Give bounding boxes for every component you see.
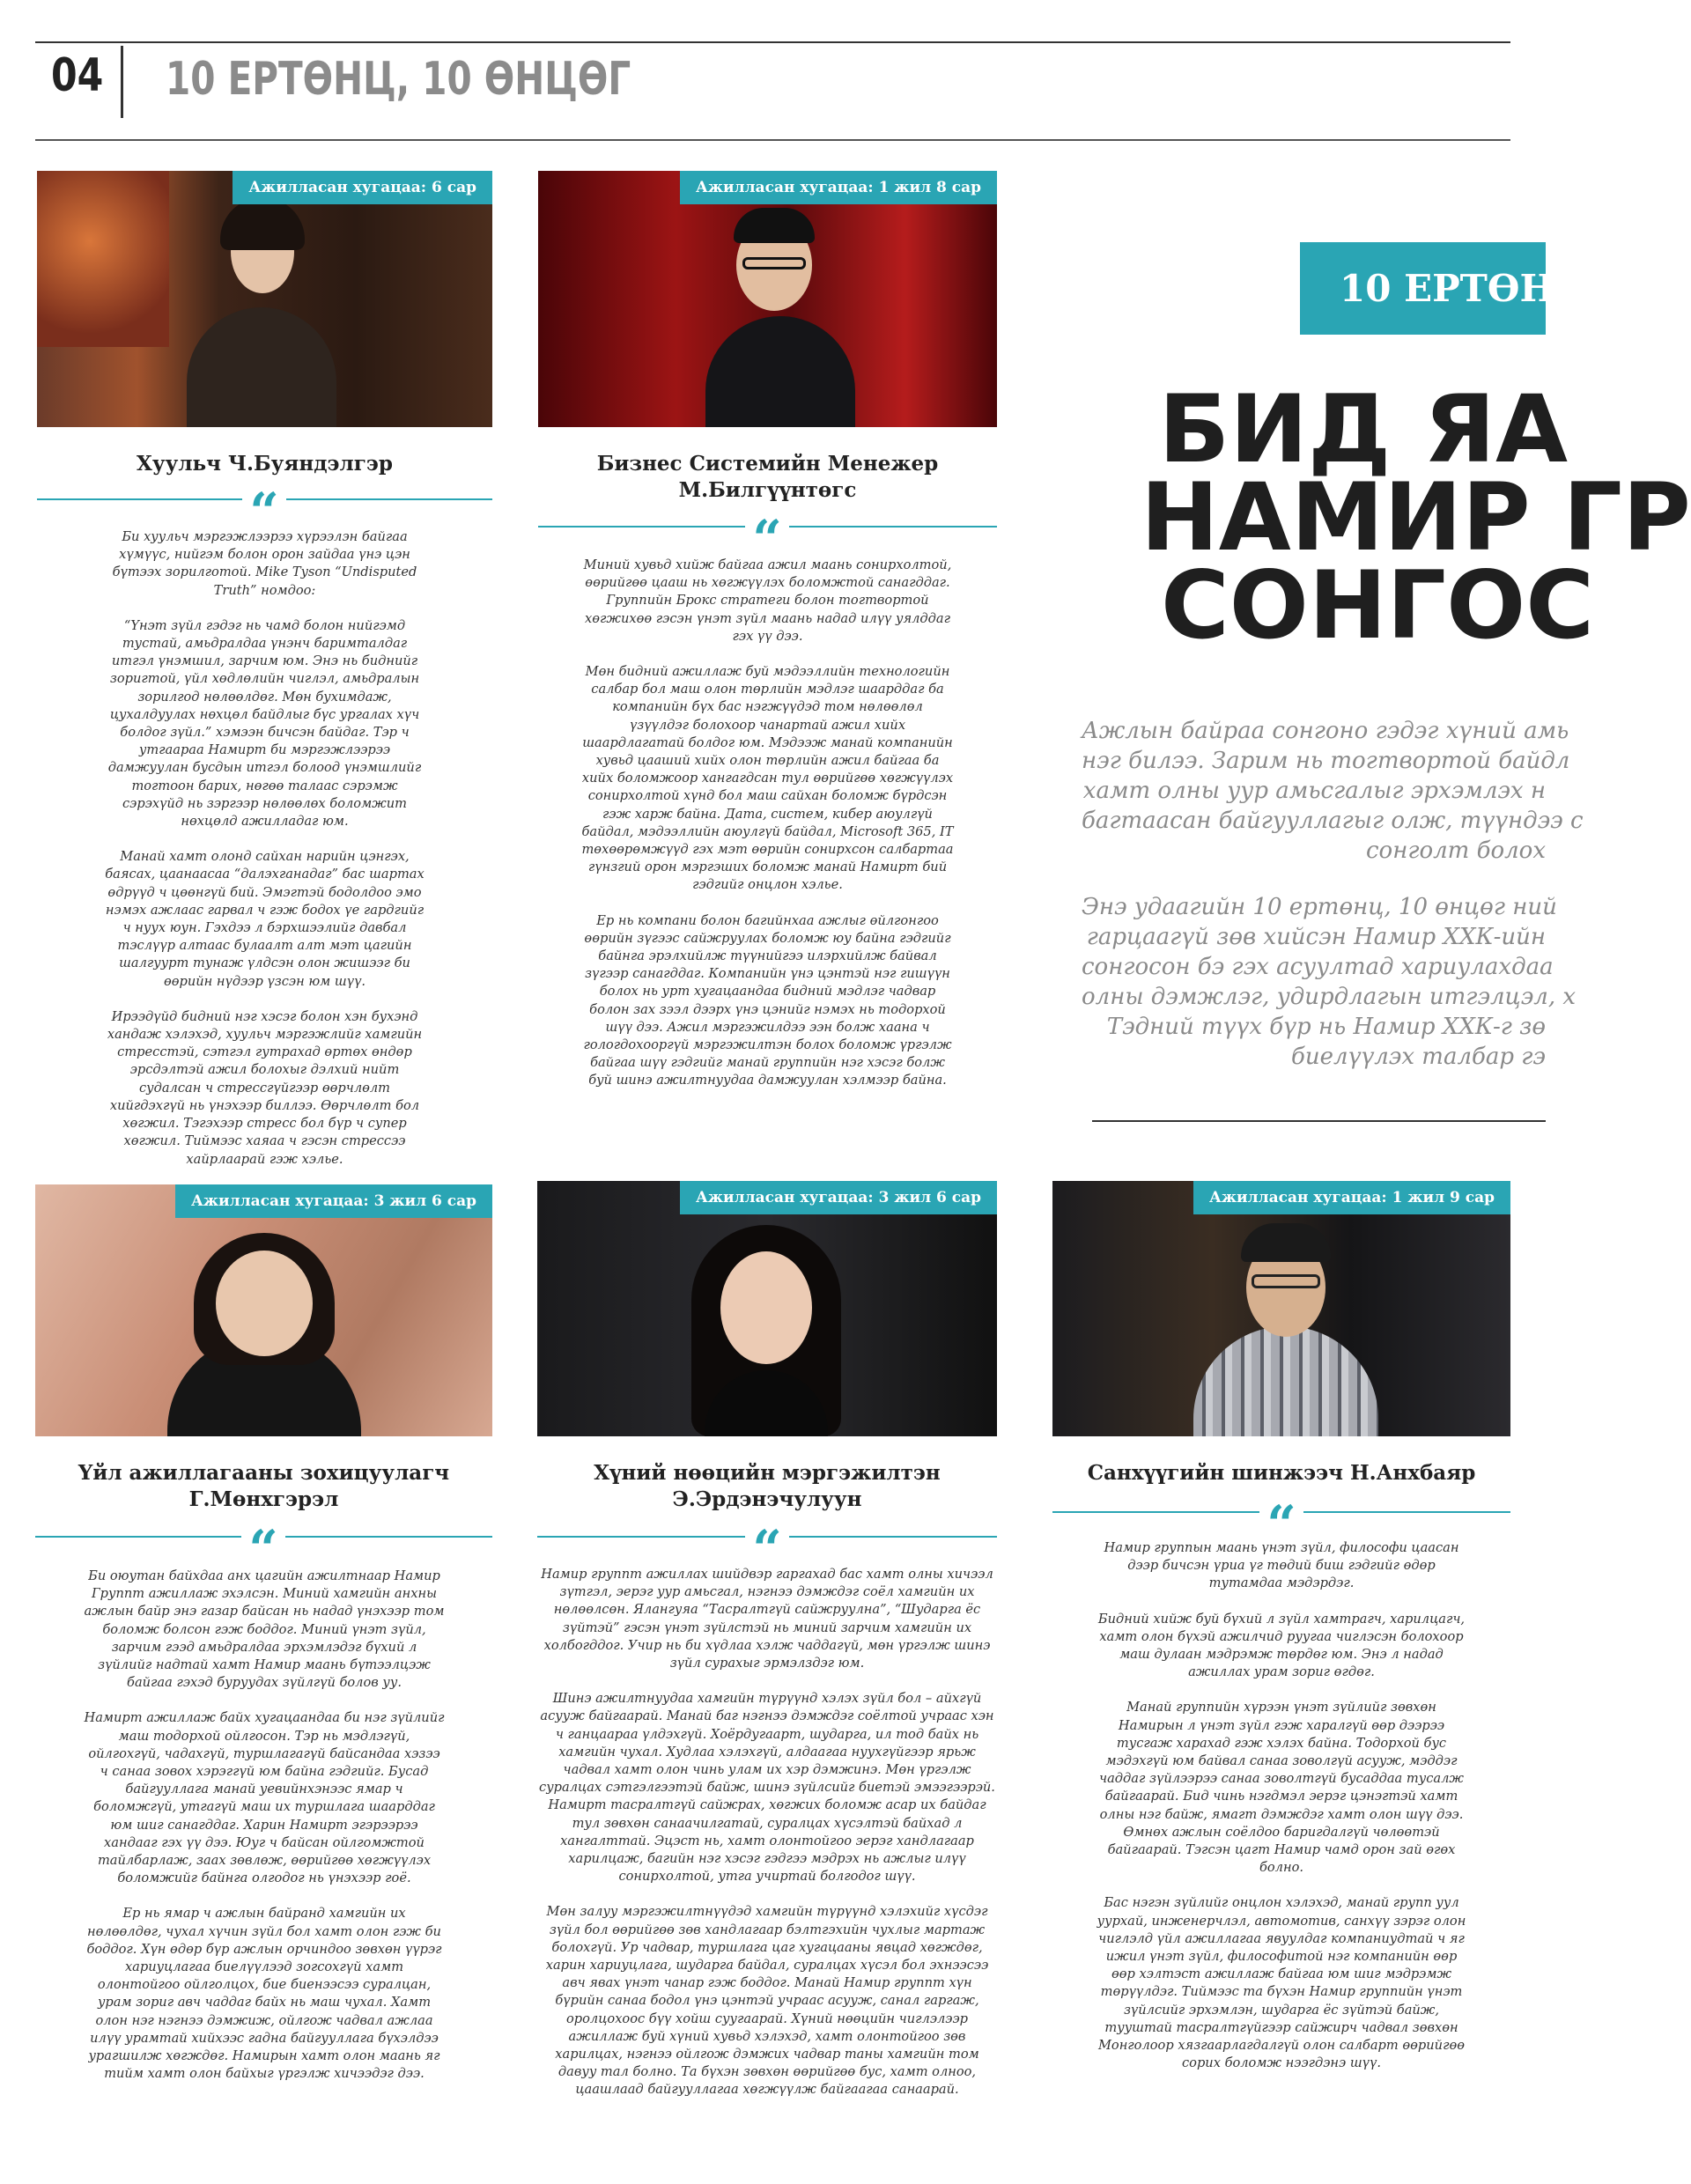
profile-photo (37, 171, 492, 427)
profile-body (539, 1566, 995, 2117)
feature-intro (1082, 716, 1584, 866)
profile-name-line: Э.Эрдэнэчулуун (672, 1487, 862, 1511)
intro-line: багтаасан байгууллагыг олж, түүндээ с (1082, 808, 1584, 834)
header-divider (121, 46, 123, 118)
profile-name-line: Санхүүгийн шинжээч Н.Анхбаяр (1087, 1461, 1476, 1485)
person-face (216, 1251, 313, 1356)
intro-line: нэг билээ. Зарим нь тогтвортой байдл (1082, 748, 1570, 774)
profile-paragraph: Ер нь компани болон багийнхаа ажлыг өйлгонгоо өөрийн зүгээс сайжруулах боломж юу байна гэдгийг байнга эрэлхийлж түүнийгээ илэрхийлж байвал зүгээр санагддаг. Компанийн үнэ цэнтэй нэг гишүүн болох нь урт хугацаандаа бидний мэдлэг чадвар болон зах зээл дээрх үнэ цэнийг нэмэх нь тодорхой шүү дээ. Ажил мэргэжилдээ ээн болж хаана ч гологдохооргүй мэргэжилтэн болох боломж үргэлж байгаа шүү гэдгийг манай группийн нэг хэсэг болж буй шинэ ажилтнуудаа дамжуулан хэлмээр байна. (583, 912, 952, 1088)
person-hair (734, 208, 815, 243)
profile-name-line: Г.Мөнхгэрэл (188, 1487, 339, 1511)
tenure-badge: Ажилласан хугацаа: 1 жил 9 сар (1193, 1181, 1510, 1214)
feature-banner (1300, 242, 1591, 335)
profile-paragraph: Миний хувьд хийж байгаа ажил маань сонирхолтой, өөрийгөө цааш нь хөгжүүлэх боломжтой санагддаг. Группийн Брокс стратеги болон тогтвортой хөгжихөө гэсэн үнэт зүйл маань надад илүү уялддаг гэх үү дээ. (583, 557, 952, 644)
tenure-badge: Ажилласан хугацаа: 6 сар (233, 171, 492, 204)
feature-headline (1105, 375, 1691, 660)
profile-paragraph: Ирээдүйд бидний нэг хэсэг болон хэн бухэнд хандаж хэлэхэд, хуульч мэргэжлийг хамгийн стресстэй, сэтгэл гутрахад өртөх өндөр эрсдэлтэй ажил болохыг дэлхий нийт судалсан ч стрессгүйгээр өөрчлөлт хийгдэхгүй нь үнэхээр биллээ. Өөрчлөлт бол хөгжил. Тэгэхээр стресс бол бүр ч супер хөгжил. Тиймээс хаяаа ч гэсэн стрессээ хайрлаарай гэж хэлье. (107, 1008, 423, 1167)
profile-paragraph: Шинэ ажилтнуудаа хамгийн түрүүнд хэлэх зүйл бол – айхгүй асууж байгаарай. Манай баг нэгнээ дэмждэг соёлтой учраас хэн ч ганцаараа үлдэхгүй. Хоёрдугаарт, шударга, ил тод байх нь хамгийн чухал. Худлаа хэлэхгүй, алдаагаа нуухгүйгээр ярьж чадвал хамт олон чинь улам их хэр дэмжинэ. Мөн үргэлж суралцах сэтгэлгээтэй байж, шинэ зүйлсийг биетэй эмээгээрэй. Намирт тасралтгүй сайжрах, хөгжих боломж асар их байдаг тул зөвхөн санаачилгатай, суралцах хүсэлтэй байхад л хангалттай. Эцэст нь, хамт олонтойгоо эерэг хандлагаар харилцаж, багийн нэг хэсэг гэдгээ мэдрэх нь ажлыг илүү сонирхолтой, утга учиртай болгодог шүү. (539, 1691, 995, 1885)
feature-intro (1082, 892, 1577, 1072)
person-face (720, 1251, 812, 1364)
person-body (187, 307, 336, 427)
quote-icon: “ (745, 1522, 789, 1552)
profile-photo (538, 171, 997, 427)
person-body (1193, 1326, 1378, 1436)
quote-icon: “ (745, 512, 789, 542)
profile-body (103, 528, 426, 1186)
feature-bottom-rule (1092, 1120, 1546, 1122)
profile-name-line: М.Билгүүнтөгс (678, 478, 857, 502)
wall-art (37, 171, 169, 347)
intro-line: сонголт болох (1365, 837, 1546, 864)
profile-photo (1052, 1181, 1510, 1436)
top-rule (35, 41, 1510, 43)
profile-paragraph: Би оюутан байхдаа анх цагийн ажилтнаар Намир Группт ажиллаж эхэлсэн. Миний хамгийн анхны ажлын байр энэ газар байсан нь надад үнэхээр том боломж болсон гэж боддог. Миний үнэт зүйл, зарчим гээд амьдралдаа эрхэмлэдэг бүхий л зүйлийг надтай хамт Намир маань бүтээлцэж байгаа гэхэд буруудах зүйлгүй болов уу. (84, 1568, 445, 1691)
tenure-badge: Ажилласан хугацаа: 1 жил 8 сар (680, 171, 997, 204)
intro-line: Ажлын байраа сонгоно гэдэг хүний амь (1082, 718, 1569, 744)
profile-paragraph: Би хуульч мэргэжлээрээ хүрээлэн байгаа хүмүүс, нийгэм болон орон зайдаа үнэ цэн бүтээх зорилготой. Mike Tyson “Undisputed Truth” номдоо: (112, 529, 417, 598)
profile-paragraph: “Үнэт зүйл гэдэг нь чамд болон нийгэмд тустай, амьдралдаа үнэнч баримталдаг итгэл үнэмшил, зарчим юм. Энэ нь биднийг зоригтой, үйл хөдлөлийн чиглэл, амьдралын зорилгод нөлөөлдөг. Мөн бухимдаж, цухалдуулах нөхцөл байдлыг бүс ургалах хүч болдог зүйл.” хэмээн бичсэн байдаг. Тэр ч утгаараа Намирт би мэргэжлээрээ дамжуулан бусдын итгэл болоод үнэмшлийг тогтоон барих, нөгөө талаас сэрэмж сэрэхүйд нь зэргээр нөлөөлөх боломжит нөхцөлд ажилладаг юм. (107, 617, 422, 830)
profile-name-line: Хүний нөөцийн мэргэжилтэн (594, 1461, 941, 1485)
profile-name-line: Үйл ажиллагааны зохицуулагч (78, 1461, 450, 1485)
person-hair (220, 197, 305, 250)
header-bottom-rule (35, 139, 1510, 141)
feature-banner-text: 10 ЕРТӨНЦ (1340, 267, 1591, 310)
profile-paragraph: Мөн бидний ажиллаж буй мэдээллийн технологийн салбар бол маш олон төрлийн мэдлэг шаарддаг ба компанийн бүх бас нэгжүүдэд том нөлөөлөл үзүүлдэг болохоор чанартай ажил хийх шаардлагатай болдог юм. Мэдээж манай компанийн хувьд цааший хийх олон төрлийн ажил байгаа ба хийх боломжоор хангагдсан тул өөрийгөө хөгжүүлэх сонирхолтой хүнд бол маш сайхан боломж бүрдсэн гэж харж байна. Дата, систем, кибер аюулгүй байдал, мэдээллийн аюулгүй байдал, Microsoft 365, IT төхөөрөмжүүд гэх мэт өөрийн сонирхсон салбартаа гүнзгий орон мэргэших боломж манай Намирт бий гэдгийг онцлон хэлье. (581, 664, 954, 893)
quote-icon: “ (242, 484, 286, 514)
tenure-badge: Ажилласан хугацаа: 3 жил 6 сар (175, 1184, 492, 1218)
page-number: 04 (51, 49, 104, 102)
intro-line: гарцаагүй зөв хийсэн Намир ХХК-ийн (1086, 924, 1546, 950)
profile-name (1052, 1460, 1510, 1487)
tenure-badge: Ажилласан хугацаа: 3 жил 6 сар (680, 1181, 997, 1214)
profile-photo (35, 1184, 492, 1436)
intro-line: Тэдний түүх бүр нь Намир ХХК-г зө (1106, 1014, 1546, 1040)
profile-photo (537, 1181, 997, 1436)
profile-paragraph: Манай хамт олонд сайхан нарийн цэнгэх, баясах, цаанаасаа “далэхганадаг” бас шартах өдрүүд ч цөөнгүй бий. Эмэгтэй бодолдоо эмо нэмэх ажлаас гарвал ч гэж бодох үе гардгийг ч нуух юун. Гэхдээ л бэрхшээлийг давбал тэслүүр алтаас булаалт алт мэт цагийн шалгуурт тунаж үлдсэн олон жишээг би өөрийн нүдээр үзсэн юм шүү. (105, 849, 425, 989)
profile-paragraph: Намир группын маань үнэт зүйл, философи цаасан дээр бичсэн үриа үг төдий биш гэдгийг өдөр тутамдаа мэдэрдэг. (1104, 1540, 1459, 1591)
section-title: 10 ЕРТӨНЦ, 10 ӨНЦӨГ (166, 53, 631, 106)
profile-body (1092, 1539, 1471, 2090)
profile-paragraph: Мөн залуу мэргэжилтнүүдэд хамгийн түрүүнд хэлэхийг хүсдэг зүйл бол өөрийгөө зөв хандлагаар бэлтгэхийн чухлыг мартаж болохгүй. Ур чадвар, туршлага цаг хугацааны явцад хөгждөг, харин хариуцлага, шударга байдал, суралцах хүсэл бол эхнээсээ авч явах үнэт чанар гэж боддог. Манай Намир группт хүн бүрийн санаа бодол үнэ цэнтэй учраас асууж, санал гаргаж, оролцохоос бүү хойш суугаарай. Хүний нөөцийн чиглэлээр ажиллаж буй хүний хувьд хэлэхэд, хамт олонтойгоо зөв харилцах, нэгнээ ойлгож дэмжих чадвар таны хамгийн том давуу тал болно. Та бүхэн зөвхөн өөрийгөө бус, хамт олноо, цаашлаад байгууллагаа хөгжүүлж байгаагаа санаарай. (545, 1904, 989, 2098)
profile-paragraph: Намир группт ажиллах шийдвэр гаргахад бас хамт олны хичээл зүтгэл, эерэг уур амьсгал, нэгнээ дэмждэг соёл хамгийн их нөлөөлсөн. Ялангуяа “Тасралтгүй сайжруулна”, “Шударга ёс зүйтэй” гэсэн үнэт зүйлстэй нь миний зарчим хамгийн их холбогддог. Учир нь би хүдлаа хэлж чаддагүй, мөн үргэлж шинэ зүйл сурахыг эрмэлздэг юм. (541, 1567, 993, 1671)
intro-line: Энэ удаагийн 10 ертөнц, 10 өнцөг ний (1082, 894, 1557, 920)
profile-name (37, 451, 492, 477)
glasses (1252, 1274, 1320, 1288)
headline-line: СОНГОС (1160, 551, 1594, 660)
glasses (742, 257, 806, 269)
profile-name (35, 1460, 492, 1513)
headline-line: НАМИР ГР (1141, 463, 1691, 572)
profile-name (537, 1460, 997, 1513)
profile-paragraph: Бас нэгэн зүйлийг онцлон хэлэхэд, манай групп уул уурхай, инженерчлэл, автомотив, санхүү зэрэг олон чиглэлд үйл ажиллагаа явуулдаг компаниудтай ч яг ижил үнэт зүйл, философитой нэг компанийн өөр өөр хэлтэст ажиллаж байгаа юм шиг мэдрэмж төрүүлдэг. Тиймээс та бүхэн Намир группийн үнэт зүйлсийг эрхэмлэн, шударга ёс зүйтэй байж, тууштай тасралтгүйгээр сайжирч чадвал зөвхөн Монголоор хязгаарлагдалгүй олон салбарт өөрийгөө сорих боломж нээгдэнэ шүү. (1097, 1895, 1466, 2071)
profile-body (581, 557, 954, 1108)
profile-paragraph: Бидний хийж буй бүхий л зүйл хамтрагч, харилцагч, хамт олон бүхэй ажилчид руугаа чиглэсэн болохоор маш дулаан мэдрэмж төрдөг юм. Энэ л надад ажиллах урам зориг өгдөг. (1097, 1611, 1466, 1680)
intro-line: биелүүлэх талбар гэ (1291, 1044, 1546, 1070)
profile-name-line: Хуульч Ч.Буяндэлгэр (137, 452, 393, 476)
person-body (705, 316, 855, 427)
intro-line: сонгосон бэ гэх асуултад хариулахдаа (1082, 954, 1554, 980)
person-hair (1241, 1223, 1331, 1262)
quote-icon: “ (241, 1522, 285, 1552)
quote-icon: “ (1259, 1497, 1303, 1527)
profile-paragraph: Намирт ажиллаж байх хугацаандаа би нэг зүйлийг маш тодорхой ойлгосон. Тэр нь мэдлэгүй, ойлгохгүй, чадахгүй, туршлагагүй байсандаа хэзээ ч санаа зовох хэрэггүй юм байна гэдгийг. Бусад байгууллага манай уевийнхэнээс ямар ч боломжгүй, утгагүй маш их туршлага шаарддаг юм шиг санагддаг. Харин Намирт эгэрээрээ хандааг гэх үү дээ. Юуг ч байсан ойлгомжтой тайлбарлаж, заах зөвлөж, өөрийгөө хөгжүүлэх боломжийг байнга олгодог нь үнэхээр гоё. (84, 1710, 445, 1886)
intro-line: хамт олны уур амьсгалыг эрхэмлэх н (1082, 778, 1546, 804)
headline-line: БИД ЯА (1158, 375, 1568, 483)
profile-paragraph: Манай группийн хүрээн үнэт зүйлийг зөвхөн Намирын л үнэт зүйл гэж харалгүй өөр дээрээ тусгаж харахад гэж хэлэх байна. Тодорхой бус мэдэхгүй юм байвал санаа зоволгүй асууж, мэддэг чаддаг зүйлээрээ санаа зоволтгүй бусаддаа тусалж байгаарай. Бид чинь нэгдмэл эерэг цэнэгтэй хамт олны нэг байж, ямагт дэмждэг хамт олон шүү дээ. Өмнөх ажлын соёлдоо баригдалгүй чөлөөтэй байгаарай. Тэгсэн цагт Намир чамд орон зай өгөх болно. (1099, 1700, 1464, 1876)
profile-name-line: Бизнес Системийн Менежер (596, 452, 939, 476)
profile-name (538, 451, 997, 504)
profile-body (84, 1568, 445, 2100)
profile-paragraph: Ер нь ямар ч ажлын байранд хамгийн их нөлөөлдөг, чухал хүчин зүйл бол хамт олон гэж би боддог. Хүн өдөр бүр ажлын орчиндоо зөвхөн үүрэг хариуцлагаа биелүүлээд зогсохгүй хамт олонтойгоо ойлголцох, бие биенээсээ суралцан, урам зориг авч чаддаг байх нь маш чухал. Хамт олон нэг нэгнээ дэмжиж, ойлгож чадвал ажлаа илүү урамтай хийхээс гадна байгууллага бүхэлдээ урагшилж хөгждөг. Намирын хамт олон маань яг тийм хамт олон байхыг үргэлж хичээдэг дээ. (86, 1906, 442, 2082)
intro-line: олны дэмжлэг, удирдлагын итгэлцэл, х (1082, 984, 1577, 1010)
